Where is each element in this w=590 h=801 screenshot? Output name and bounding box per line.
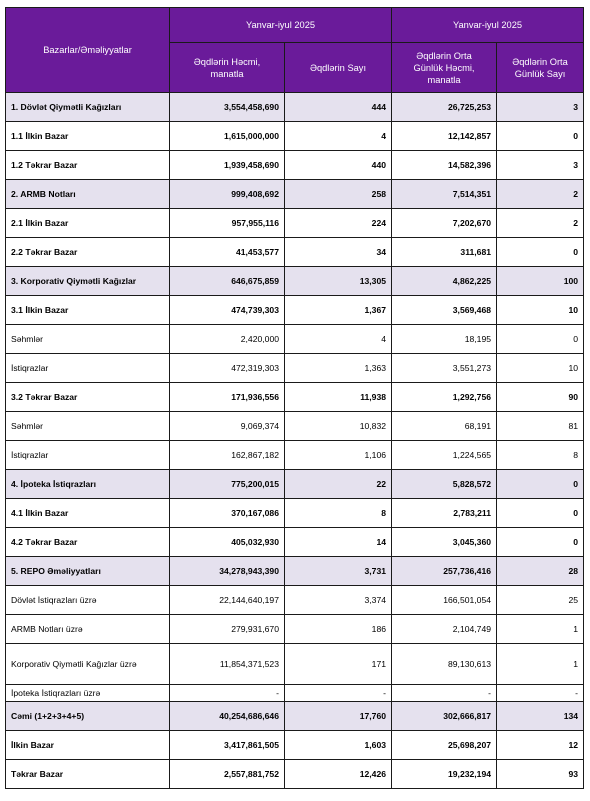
cell-avg-count: 0: [497, 122, 584, 151]
row-label: Dövlət İstiqrazları üzrə: [6, 586, 170, 615]
cell-avg-volume: 89,130,613: [392, 644, 497, 685]
cell-avg-volume: 2,104,749: [392, 615, 497, 644]
header-markets-operations: Bazarlar/Əməliyyatlar: [6, 8, 170, 93]
table-row: [6, 180, 584, 209]
header-period-totals: Yanvar-iyul 2025: [170, 8, 392, 43]
cell-volume: 775,200,015: [170, 470, 285, 499]
cell-avg-count: 0: [497, 325, 584, 354]
row-label: Səhmlər: [6, 412, 170, 441]
row-label: 2. ARMB Notları: [6, 180, 170, 209]
cell-avg-count: 2: [497, 180, 584, 209]
table-row: [6, 267, 584, 296]
cell-count: 1,603: [285, 731, 392, 760]
cell-count: 8: [285, 499, 392, 528]
cell-volume: 405,032,930: [170, 528, 285, 557]
cell-avg-volume: 18,195: [392, 325, 497, 354]
cell-avg-volume: 1,224,565: [392, 441, 497, 470]
cell-count: 34: [285, 238, 392, 267]
cell-avg-volume: 26,725,253: [392, 93, 497, 122]
cell-avg-volume: 14,582,396: [392, 151, 497, 180]
cell-avg-count: 1: [497, 615, 584, 644]
cell-volume: 1,615,000,000: [170, 122, 285, 151]
cell-count: 171: [285, 644, 392, 685]
table-row: [6, 296, 584, 325]
cell-avg-count: 0: [497, 238, 584, 267]
cell-avg-volume: 302,666,817: [392, 702, 497, 731]
row-label: 5. REPO Əməliyyatları: [6, 557, 170, 586]
table-row: [6, 383, 584, 412]
header-period-averages: Yanvar-iyul 2025: [392, 8, 584, 43]
cell-count: 4: [285, 122, 392, 151]
row-label: 1.2 Təkrar Bazar: [6, 151, 170, 180]
cell-count: 1,106: [285, 441, 392, 470]
table-row: [6, 702, 584, 731]
table-row: [6, 731, 584, 760]
cell-count: 186: [285, 615, 392, 644]
row-label: 2.2 Təkrar Bazar: [6, 238, 170, 267]
row-label: 1. Dövlət Qiymətli Kağızları: [6, 93, 170, 122]
cell-avg-count: 8: [497, 441, 584, 470]
cell-avg-count: 93: [497, 760, 584, 789]
cell-count: 440: [285, 151, 392, 180]
row-label: Korporativ Qiymətli Kağızlar üzrə: [6, 644, 170, 685]
cell-volume: 41,453,577: [170, 238, 285, 267]
table-row: [6, 528, 584, 557]
cell-avg-volume: 3,045,360: [392, 528, 497, 557]
row-label: 4.1 İlkin Bazar: [6, 499, 170, 528]
cell-avg-count: 134: [497, 702, 584, 731]
cell-avg-count: 90: [497, 383, 584, 412]
row-label: 2.1 İlkin Bazar: [6, 209, 170, 238]
table-row: [6, 238, 584, 267]
header-avg-daily-count: Əqdlərin Orta Günlük Sayı: [497, 43, 584, 93]
row-label: Təkrar Bazar: [6, 760, 170, 789]
row-label: Səhmlər: [6, 325, 170, 354]
cell-avg-volume: 25,698,207: [392, 731, 497, 760]
cell-count: 1,367: [285, 296, 392, 325]
cell-volume: 957,955,116: [170, 209, 285, 238]
cell-avg-volume: 3,551,273: [392, 354, 497, 383]
cell-avg-count: 0: [497, 499, 584, 528]
cell-avg-volume: 1,292,756: [392, 383, 497, 412]
cell-avg-volume: 3,569,468: [392, 296, 497, 325]
statistics-table-container: [5, 7, 583, 789]
cell-volume: 3,417,861,505: [170, 731, 285, 760]
row-label: İpoteka İstiqrazları üzrə: [6, 685, 170, 702]
cell-volume: 646,675,859: [170, 267, 285, 296]
cell-avg-volume: 19,232,194: [392, 760, 497, 789]
cell-count: 444: [285, 93, 392, 122]
cell-volume: 162,867,182: [170, 441, 285, 470]
cell-count: 258: [285, 180, 392, 209]
cell-volume: 1,939,458,690: [170, 151, 285, 180]
row-label: İstiqrazlar: [6, 354, 170, 383]
cell-count: 13,305: [285, 267, 392, 296]
cell-volume: 2,557,881,752: [170, 760, 285, 789]
row-label: 3.2 Təkrar Bazar: [6, 383, 170, 412]
cell-avg-volume: 4,862,225: [392, 267, 497, 296]
table-row: [6, 557, 584, 586]
cell-avg-volume: 2,783,211: [392, 499, 497, 528]
cell-avg-volume: 7,202,670: [392, 209, 497, 238]
cell-avg-count: 0: [497, 470, 584, 499]
cell-volume: 370,167,086: [170, 499, 285, 528]
cell-count: 4: [285, 325, 392, 354]
row-label: İstiqrazlar: [6, 441, 170, 470]
cell-count: 3,731: [285, 557, 392, 586]
table-row: [6, 354, 584, 383]
table-row: [6, 685, 584, 702]
cell-volume: 279,931,670: [170, 615, 285, 644]
row-label: 1.1 İlkin Bazar: [6, 122, 170, 151]
cell-avg-count: 0: [497, 528, 584, 557]
cell-avg-volume: 7,514,351: [392, 180, 497, 209]
cell-avg-volume: 257,736,416: [392, 557, 497, 586]
cell-volume: 2,420,000: [170, 325, 285, 354]
cell-count: 17,760: [285, 702, 392, 731]
table-row: [6, 470, 584, 499]
market-statistics-table: [5, 7, 584, 789]
table-row: [6, 209, 584, 238]
cell-avg-volume: 68,191: [392, 412, 497, 441]
table-row: [6, 760, 584, 789]
cell-avg-count: 3: [497, 151, 584, 180]
header-volume: Əqdlərin Həcmi, manatla: [170, 43, 285, 93]
row-label: 4. İpoteka İstiqrazları: [6, 470, 170, 499]
row-label: 4.2 Təkrar Bazar: [6, 528, 170, 557]
cell-volume: 9,069,374: [170, 412, 285, 441]
cell-count: -: [285, 685, 392, 702]
header-avg-daily-volume: Əqdlərin Orta Günlük Həcmi, manatla: [392, 43, 497, 93]
cell-count: 1,363: [285, 354, 392, 383]
cell-avg-count: 12: [497, 731, 584, 760]
table-row: [6, 644, 584, 685]
header-count: Əqdlərin Sayı: [285, 43, 392, 93]
cell-count: 10,832: [285, 412, 392, 441]
cell-avg-volume: -: [392, 685, 497, 702]
cell-volume: 999,408,692: [170, 180, 285, 209]
cell-count: 14: [285, 528, 392, 557]
cell-volume: 40,254,686,646: [170, 702, 285, 731]
cell-avg-count: 1: [497, 644, 584, 685]
table-row: [6, 151, 584, 180]
row-label: 3.1 İlkin Bazar: [6, 296, 170, 325]
cell-avg-count: 10: [497, 354, 584, 383]
cell-avg-volume: 12,142,857: [392, 122, 497, 151]
cell-avg-count: 10: [497, 296, 584, 325]
cell-count: 22: [285, 470, 392, 499]
cell-avg-volume: 166,501,054: [392, 586, 497, 615]
table-row: [6, 93, 584, 122]
cell-volume: 3,554,458,690: [170, 93, 285, 122]
cell-volume: -: [170, 685, 285, 702]
row-label: ARMB Notları üzrə: [6, 615, 170, 644]
cell-avg-count: -: [497, 685, 584, 702]
cell-volume: 22,144,640,197: [170, 586, 285, 615]
cell-count: 224: [285, 209, 392, 238]
cell-volume: 474,739,303: [170, 296, 285, 325]
cell-avg-count: 28: [497, 557, 584, 586]
cell-avg-count: 2: [497, 209, 584, 238]
cell-avg-count: 100: [497, 267, 584, 296]
cell-avg-count: 25: [497, 586, 584, 615]
cell-count: 3,374: [285, 586, 392, 615]
row-label: İlkin Bazar: [6, 731, 170, 760]
table-row: [6, 499, 584, 528]
cell-count: 12,426: [285, 760, 392, 789]
table-row: [6, 615, 584, 644]
table-row: [6, 325, 584, 354]
cell-avg-count: 3: [497, 93, 584, 122]
cell-volume: 472,319,303: [170, 354, 285, 383]
cell-volume: 11,854,371,523: [170, 644, 285, 685]
cell-avg-volume: 5,828,572: [392, 470, 497, 499]
table-row: [6, 441, 584, 470]
row-label: Cəmi (1+2+3+4+5): [6, 702, 170, 731]
row-label: 3. Korporativ Qiymətli Kağızlar: [6, 267, 170, 296]
cell-count: 11,938: [285, 383, 392, 412]
table-row: [6, 412, 584, 441]
cell-volume: 34,278,943,390: [170, 557, 285, 586]
table-row: [6, 586, 584, 615]
cell-volume: 171,936,556: [170, 383, 285, 412]
cell-avg-count: 81: [497, 412, 584, 441]
table-row: [6, 122, 584, 151]
cell-avg-volume: 311,681: [392, 238, 497, 267]
